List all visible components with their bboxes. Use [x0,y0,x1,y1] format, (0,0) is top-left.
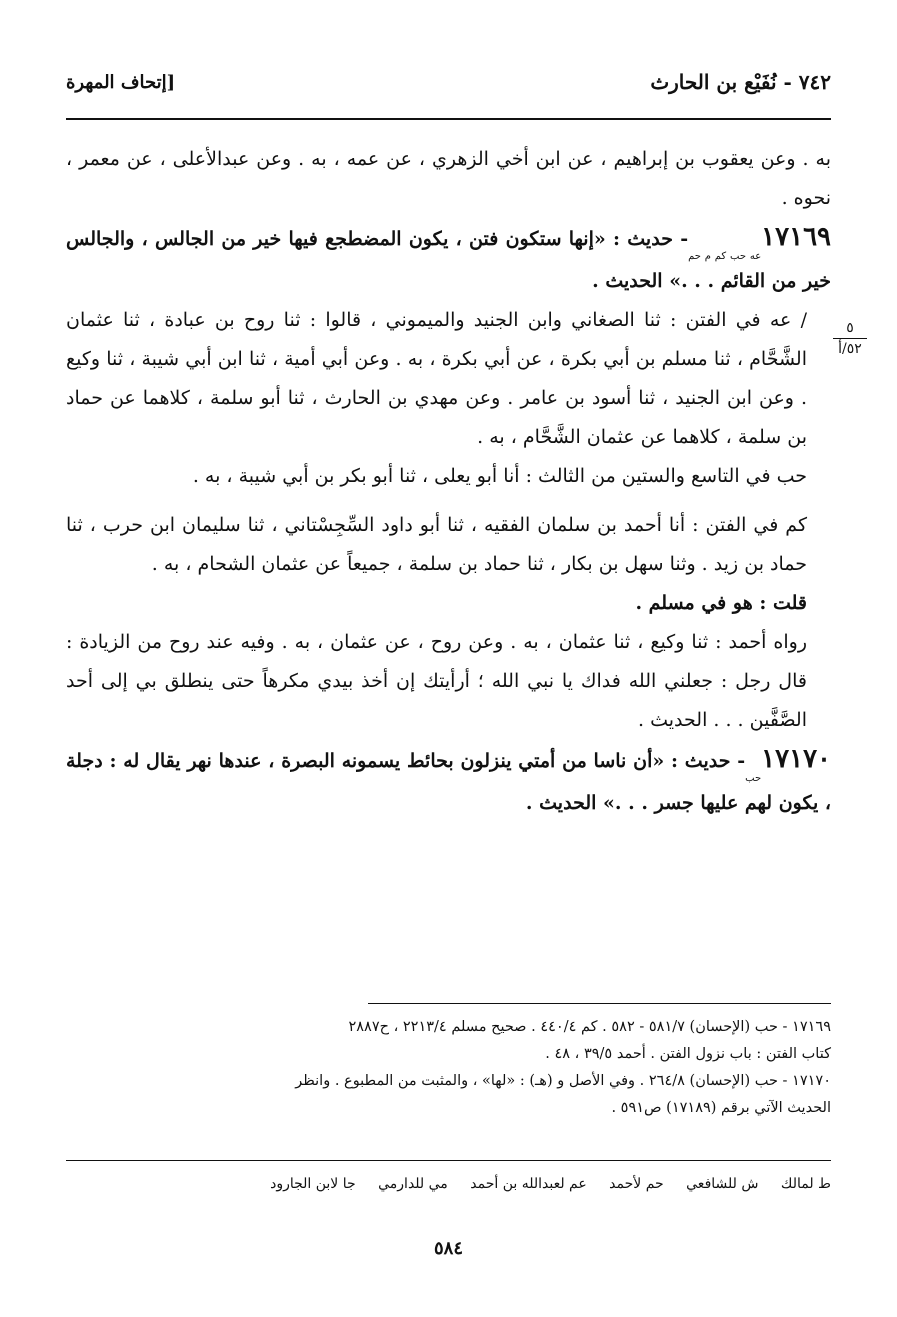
hadith-17169 [66,218,831,301]
margin-folio-ref: ٥٢/أ [838,341,862,357]
footnotes [66,1014,831,1122]
paragraph-2: / عه في الفتن : ثنا الصغاني وابن الجنيد والميموني ، قالوا : ثنا روح بن عبادة ، ثنا عثمان الشَّحَّام ، ثنا مسلم بن أبي بكرة ، عن أبي بكرة ، به . وعن أبي أمية ، ثنا ابن أبي شيبة ، ثنا وكيع . وعن ابن الجنيد ، ثنا أسود بن عامر . وعن مهدي بن الحارث ، ثنا أبو سلمة ، كلاهما عن حماد بن سلمة ، كلاهما عن عثمان الشَّحَّام ، به . [66,309,807,448]
abbr-item: جا لابن الجارود [270,1176,356,1192]
header-divider [66,118,831,120]
book-title: [إتحاف المهرة [66,72,176,93]
hadith-number: ١٧١٦٩ [761,222,831,252]
spacer [66,496,831,506]
page-header [66,64,831,104]
abbr-item: ش للشافعي [686,1176,759,1192]
hadith-17170 [66,740,831,823]
paragraph-1: به . وعن يعقوب بن إبراهيم ، عن ابن أخي الزهري ، عن عمه ، به . وعن عبدالأعلى ، عن معمر ، نحوه . [66,148,831,209]
margin-note [833,320,867,357]
source-codes: عه حب كم م حم [688,251,762,262]
hadith-number: ١٧١٧٠ [761,744,831,774]
margin-line-number: ٥ [833,320,867,339]
footnote-2-line-2: الحديث الآتي برقم (١٧١٨٩) ص٥٩١ . [611,1100,831,1116]
abbreviations-legend [66,1176,831,1192]
abbr-item: عم لعبدالله بن أحمد [470,1176,587,1192]
source-codes: حب [745,773,762,784]
paragraph-5: قلت : هو في مسلم . [635,592,807,614]
paragraph-6: رواه أحمد : ثنا وكيع ، ثنا عثمان ، به . وعن روح ، عن عثمان ، به . وفيه عند روح من الزيادة : قال رجل : جعلني الله فداك يا نبي الله ؛ أرأيتك إن أخذ بيدي مكرهاً حتى ينطلق بي إلى أحد الصَّفَّين . . . الحديث . [66,631,807,731]
footnote-1-line-2: كتاب الفتن : باب نزول الفتن . أحمد ٣٩/٥ ، ٤٨ . [545,1046,831,1062]
abbr-item: ط لمالك [780,1176,831,1192]
footnote-1-line-1: ١٧١٦٩ - حب (الإحسان) ٥٨١/٧ - ٥٨٢ . كم ٤٤٠/٤ . صحيح مسلم ٢٢١٣/٤ ، ح٢٨٨٧ [348,1019,831,1035]
abbr-item: مي للدارمي [378,1176,448,1192]
footnote-2-line-1: ١٧١٧٠ - حب (الإحسان) ٢٦٤/٨ . وفي الأصل و (هـ) : «لها» ، والمثبت من المطبوع . وانظر [295,1073,831,1089]
main-text [66,140,831,823]
footnote-divider [368,1003,831,1004]
paragraph-4: كم في الفتن : أنا أحمد بن سلمان الفقيه ، ثنا أبو داود السِّجِسْتاني ، ثنا سليمان ابن حرب ، ثنا حماد بن زيد . وثنا سهل بن بكار ، ثنا حماد بن سلمة ، جميعاً عن عثمان الشحام ، به . [66,514,807,575]
page-number: ٥٨٤ [433,1238,463,1259]
paragraph-3: حب في التاسع والستين من الثالث : أنا أبو يعلى ، ثنا أبو بكر بن أبي شيبة ، به . [192,465,807,487]
abbr-item: حم لأحمد [609,1176,664,1192]
chapter-title: ٧٤٢ - نُفَيْع بن الحارث [650,70,831,94]
hadith-text: - حديث : «إنها ستكون فتن ، يكون المضطجع فيها خير من الجالس ، والجالس خير من القائم . . .» الحديث . [66,228,831,292]
hadith-text: - حديث : «أن ناسا من أمتي ينزلون بحائط يسمونه البصرة ، عندها نهر يقال له : دجلة ، يكون لهم عليها جسر . . .» الحديث . [66,750,831,814]
abbreviations-divider [66,1160,831,1161]
